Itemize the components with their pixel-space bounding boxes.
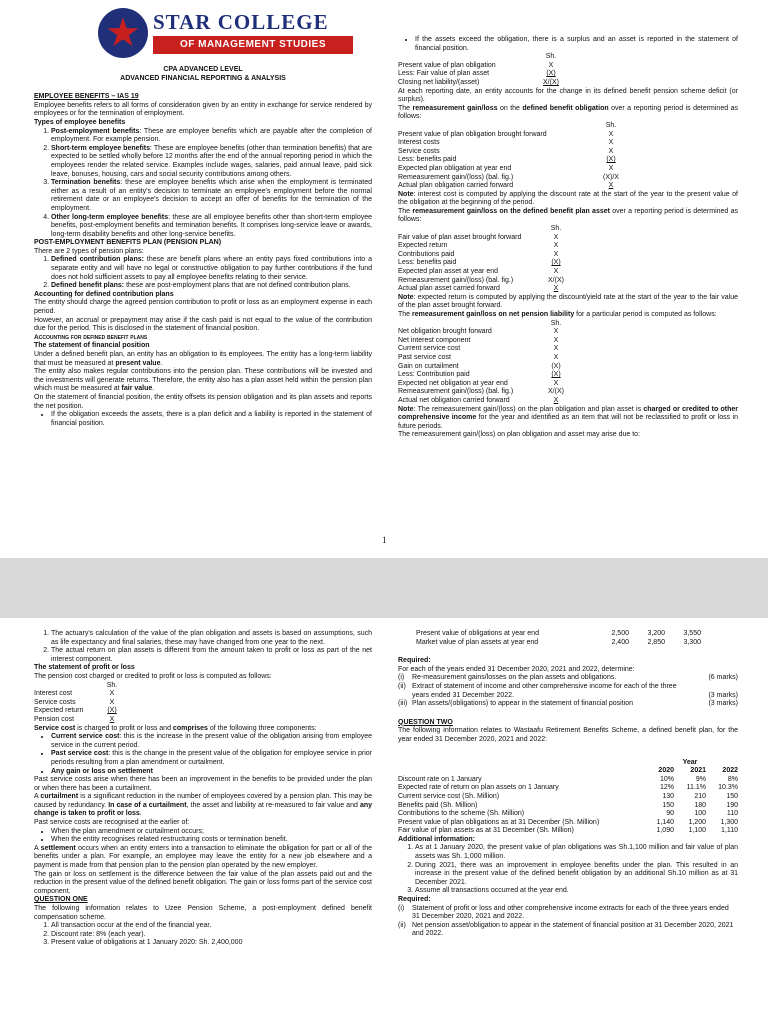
service-cost-list [34, 733, 372, 776]
past-service-text-2: Past service costs are recognised at the earlier of: [34, 819, 190, 827]
types-heading: Types of employee benefits [34, 118, 126, 126]
net-obligation-table: Sh. Net obligation brought forward X Net interest component X Current service cost X Past service cost X Gain on curtailment (X) Less: Contribution paid (X) Expected net obligation at year end X Remeasurement gain/(loss) (bal. fig.) X/(X) Actual net obligation carried forward X [398, 319, 564, 404]
logo-title: STAR COLLEGE [153, 10, 329, 34]
list-item: • When the plan amendment or curtailment occurs; [51, 828, 372, 837]
curtailment-text: A curtailment is a significant reduction in the number of employees covered by a pension plan. This may be caused by redundancy. In case of a curtailment, the asset and liability at re-measured to fair value and any change is taken to profit or loss. [34, 793, 372, 818]
list-item: • If the obligation exceeds the assets, there is a plan deficit and a liability is reported in the statement of financial position. [51, 411, 372, 428]
list-item: 4. Other long-term employee benefits: these are all employee benefits other than short-term employee benefits, post-employment benefits and termination benefits. It comprises long-service leave or awards, long-term disability benefits and other long-service benefits. [51, 214, 372, 240]
table-row: Current service cost (Sh. Million) 130 210 150 [398, 792, 738, 800]
required-list: (i) Re-measurement gains/losses on the plan assets and obligations. (6 marks) (ii) Extract of statement of income and other comprehensive income for each of the three years ended 31 December 2022. (3 marks) (iii) Plan assets/(obligations) to appear in the statement of financial position (3 marks) [398, 674, 738, 708]
question-one-text: The following information relates to Uzee Pension Scheme, a post-employment defined benefit compensation scheme. [34, 905, 372, 921]
page1-right-column [398, 36, 738, 440]
obligation-table: Sh. Present value of plan obligation brought forward X Interest costs X Service costs X Less: benefits paid (X) Expected plan obligation at year end X Remeasurement gain/(loss) (bal. fig.) (X)/X Actual plan obligation carried forward X [398, 121, 619, 190]
asset-table: Sh. Fair value of plan asset brought forward X Expected return X Contributions paid X Less: benefits paid (X) Expected plan asset at year end X Remeasurement gain/(loss) (bal. fig.) X/(X) Actual plan asset carried forward X [398, 225, 564, 293]
required-2-list: (i) Statement of profit or loss and other comprehensive income extracts for each of the three years ended 31 December 2020, 2021 and 2022. (ii) Net pension asset/obligation to appear in the statement of financial position at 31 December 2020, 2021 and 2022. [398, 904, 734, 938]
surplus-bullets [398, 36, 738, 53]
note-1: Note: interest cost is computed by applying the discount rate at the start of the year to the present value of the obligation at the beginning of the period. [398, 190, 738, 207]
subject-title: ADVANCED FINANCIAL REPORTING & ANALYSIS [120, 74, 286, 82]
question-two-heading: QUESTION TWO [398, 718, 453, 726]
profit-loss-heading: The statement of profit or loss [34, 664, 135, 672]
page1-left-column [34, 66, 372, 428]
table-row: Discount rate on 1 January 10% 9% 8% [398, 775, 738, 783]
list-item: 2. During 2021, there was an improvement in employee benefits under the plan. This resulted in an increase in the present value of the defined benefit obligation by an additional Sh.10 million as at 31 December 2021. [415, 862, 738, 888]
logo-subtitle: OF MANAGEMENT STUDIES [153, 36, 353, 54]
page2-left-column [34, 630, 372, 948]
list-item: 2. The actual return on plan assets is different from the amount taken to profit or loss as part of the net interest component. [51, 647, 372, 664]
college-logo [98, 8, 358, 60]
post-employment-heading: POST-EMPLOYMENT BENEFITS PLAN (PENSION PLAN) [34, 239, 222, 247]
plans-list [34, 256, 372, 290]
table-row: Contributions to the scheme (Sh. Million) 90 100 110 [398, 810, 738, 818]
remeasurement-causes-list [34, 630, 372, 664]
question-one-heading: QUESTION ONE [34, 896, 88, 904]
required-2-heading: Required: [398, 896, 431, 904]
types-list [34, 128, 372, 240]
profit-loss-intro: The pension cost charged or credited to profit or loss is computed as follows: [34, 672, 272, 680]
list-item: 1. Post-employment benefits: These are employee benefits which are payable after the completion of employment. For example pension. [51, 128, 372, 145]
list-item: 1. All transaction occur at the end of the financial year. [51, 922, 372, 931]
list-item: 2. Defined benefit plans: these are post-employment plans that are not defined contribution plans. [51, 282, 372, 291]
section-title: EMPLOYEE BENEFITS – IAS 19 [34, 93, 139, 101]
required-intro: For each of the years ended 31 December 2020, 2021 and 2022, determine: [398, 665, 635, 673]
list-item: • If the assets exceed the obligation, there is a surplus and an asset is reported in the statement of financial position. [415, 36, 738, 53]
list-item: • Past service cost: this is the change in the present value of the obligation for employee service in prior periods resulting from a plan amendment or curtailment. [51, 750, 372, 767]
list-item: 2. Discount rate: 8% (each year). [51, 931, 372, 940]
additional-info-heading: Additional information: [398, 835, 475, 843]
list-item: 1. The actuary's calculation of the value of the plan obligation and assets is based on assumptions, such as life expectancy and final salaries, these may have changed from one year to the next. [51, 630, 372, 647]
star-icon: ★ [105, 11, 141, 55]
sofp-heading: The statement of financial position [34, 342, 150, 350]
settlement-text: A settlement occurs when an entity enters into a transaction to eliminate the obligation for part or all of the benefits under a plan. For example, an employee may leave the entity for a new job elsewhere and a payment is made from that pension plan to the pension plan operated by the new employer. [34, 844, 372, 870]
net-position-table: Sh. Present value of plan obligation X Less: Fair value of plan asset (X) Closing net liability/(asset) X/(X) [398, 53, 559, 86]
remeas-net-intro: The remeasurement gain/loss on net pension liability for a particular period is computed as follows: [398, 311, 717, 318]
list-item: 3. Present value of obligations at 1 January 2020: Sh. 2,400,000 [51, 939, 372, 948]
earlier-of-list [34, 828, 372, 845]
list-item: 3. Termination benefits: these are employee benefits which arise when the employment is terminated either as a result of an entity's decision to terminate an employee's employment before the normal retirement date or an employee's decision to accept an offer of benefits for the termination of the employment. [51, 179, 372, 213]
pension-cost-table: Sh. Interest cost X Service costs X Expected return (X) Pension cost X [34, 681, 118, 723]
db-heading: Accounting for defined benefit plans [34, 333, 148, 341]
page-2 [0, 618, 768, 1024]
page2-right-column [398, 630, 738, 939]
list-item: 1. As at 1 January 2020, the present value of plan obligations was Sh.1,100 million and fair value of plan assets was Sh. 1,000 million. [415, 844, 738, 861]
list-item: • Any gain or loss on settlement [51, 768, 372, 777]
past-service-text-1: Past service costs arise when there has been an improvement in the benefits to be provided under the plan or when there has been a curtailment. [34, 776, 372, 792]
intro-text: Employee benefits refers to all forms of consideration given by an entity in exchange for service rendered by employees or for the termination of employment. [34, 101, 372, 118]
dc-heading: Accounting for defined contribution plans [34, 290, 174, 298]
sofp-bullets [34, 411, 372, 428]
remeas-asset-intro: The remeasurement gain/loss on the defined benefit plan asset over a reporting period is determined as follows: [398, 207, 738, 224]
sofp-text-1: Under a defined benefit plan, an entity has an obligation to its employees. The entity has a long-term liability that must be measured at present value. [34, 351, 372, 367]
page-number: 1 [382, 535, 387, 545]
question-one-table [416, 630, 701, 647]
remeasurement-causes-intro: The remeasurement gain/(loss) on plan obligation and asset may arise due to: [398, 431, 641, 439]
list-item: 2. Short-term employee benefits: These are employee benefits (other than termination benefits) that are expected to be settled wholly before 12 months after the end of the annual reporting period in which the employees render the related service. Examples include wages, salaries, paid annual leave, paid sick leave, bonuses, housing, cars and social security contributions among others. [51, 145, 372, 179]
table-row: Expected rate of return on plan assets on 1 January 12% 11.1% 10.3% [398, 784, 738, 792]
list-item: • Current service cost: this is the increase in the present value of the obligation arising from employee service in the current period. [51, 733, 372, 750]
question-two-text: The following information relates to Wastaafu Retirement Benefits Scheme, a defined benefit plan, for the year ended 31 December 2020, 2021 and 2022: [398, 727, 738, 743]
question-one-list [34, 922, 372, 948]
table-row: Fair value of plan assets as at 31 December (Sh. Million) 1,090 1,100 1,110 [398, 827, 738, 835]
table-row: Present value of plan obligations as at 31 December (Sh. Million) 1,140 1,200 1,300 [398, 818, 738, 826]
list-item: 3. Assume all transactions occurred at the year end. [415, 887, 738, 896]
service-cost-intro: Service cost is charged to profit or loss and comprises of the following three components: [34, 724, 317, 732]
note-3: Note: The remeasurement gain/(loss) on the plan obligation and plan asset is charged or credited to other comprehensive income for the year and identified as an item that will not be reclassified to profit or loss in future periods. [398, 405, 738, 430]
table-row: Benefits paid (Sh. Million) 150 180 190 [398, 801, 738, 809]
post-intro: There are 2 types of pension plans: [34, 247, 144, 255]
sofp-text-3: On the statement of financial position, the entity offsets its pension obligation and its plan assets and reports the net position. [34, 393, 372, 410]
list-item: • When the entity recognises related restructuring costs or termination benefit. [51, 836, 372, 845]
para-1: At each reporting date, an entity accounts for the change in its defined benefit pension scheme deficit (or surplus). [398, 87, 738, 104]
dc-text-1: The entity should charge the agreed pension contribution to profit or loss as an employment expense in each period. [34, 299, 372, 316]
list-item: 1. Defined contribution plans: these are benefit plans where an entity pays fixed contributions into a separate entity and will have no legal or constructive obligation to pay further contributions if the fund does not hold sufficient assets to pay all employee benefits relating to their service. [51, 256, 372, 282]
note-2: Note: expected return is computed by applying the discount/yield rate at the start of the year to the fair value of the plan asset brought forward. [398, 293, 738, 310]
gain-loss-text: The gain or loss on settlement is the difference between the fair value of the plan assets paid out and the reduction in the present value of the defined benefit obligation. The gain or loss forms part of the service cost component. [34, 870, 372, 895]
additional-info-list [398, 844, 738, 896]
table-row: Market value of plan assets at year end 2,400 2,850 3,300 [416, 638, 701, 646]
question-two-table: Year 2020 2021 2022 Discount rate on 1 January 10% 9% 8% Expected rate of return on plan assets on 1 January 12% 11.1% 10.3% Current service cost (Sh. Million) 130 210 150 Benefits paid (Sh. Million) 150 180 190 Contributions to the scheme (Sh. Million) 90 100 110 Present value of plan obligations as at 31 December (Sh. Million) 1,140 1,200 1,300 Fair value of plan assets as at 31 December (Sh. Million) 1,090 1,100 1,110 [398, 758, 738, 835]
table-row: Present value of obligations at year end 2,500 3,200 3,550 [416, 630, 701, 637]
remeas-obligation-intro: The remeasurement gain/loss on the defined benefit obligation over a reporting period is determined as follows: [398, 104, 738, 121]
course-title: CPA ADVANCED LEVEL [163, 66, 243, 73]
sofp-text-2: The entity also makes regular contributions into the pension plan. These contributions will be invested and the investments will generate returns. Therefore, the entity also has a plan asset held within the pension plan which must be measured at fair value. [34, 368, 372, 393]
required-heading: Required: [398, 657, 431, 665]
dc-text-2: However, an accrual or prepayment may arise if the cash paid is not equal to the value of the contribution due for the period. This is disclosed in the statement of financial position. [34, 316, 372, 333]
